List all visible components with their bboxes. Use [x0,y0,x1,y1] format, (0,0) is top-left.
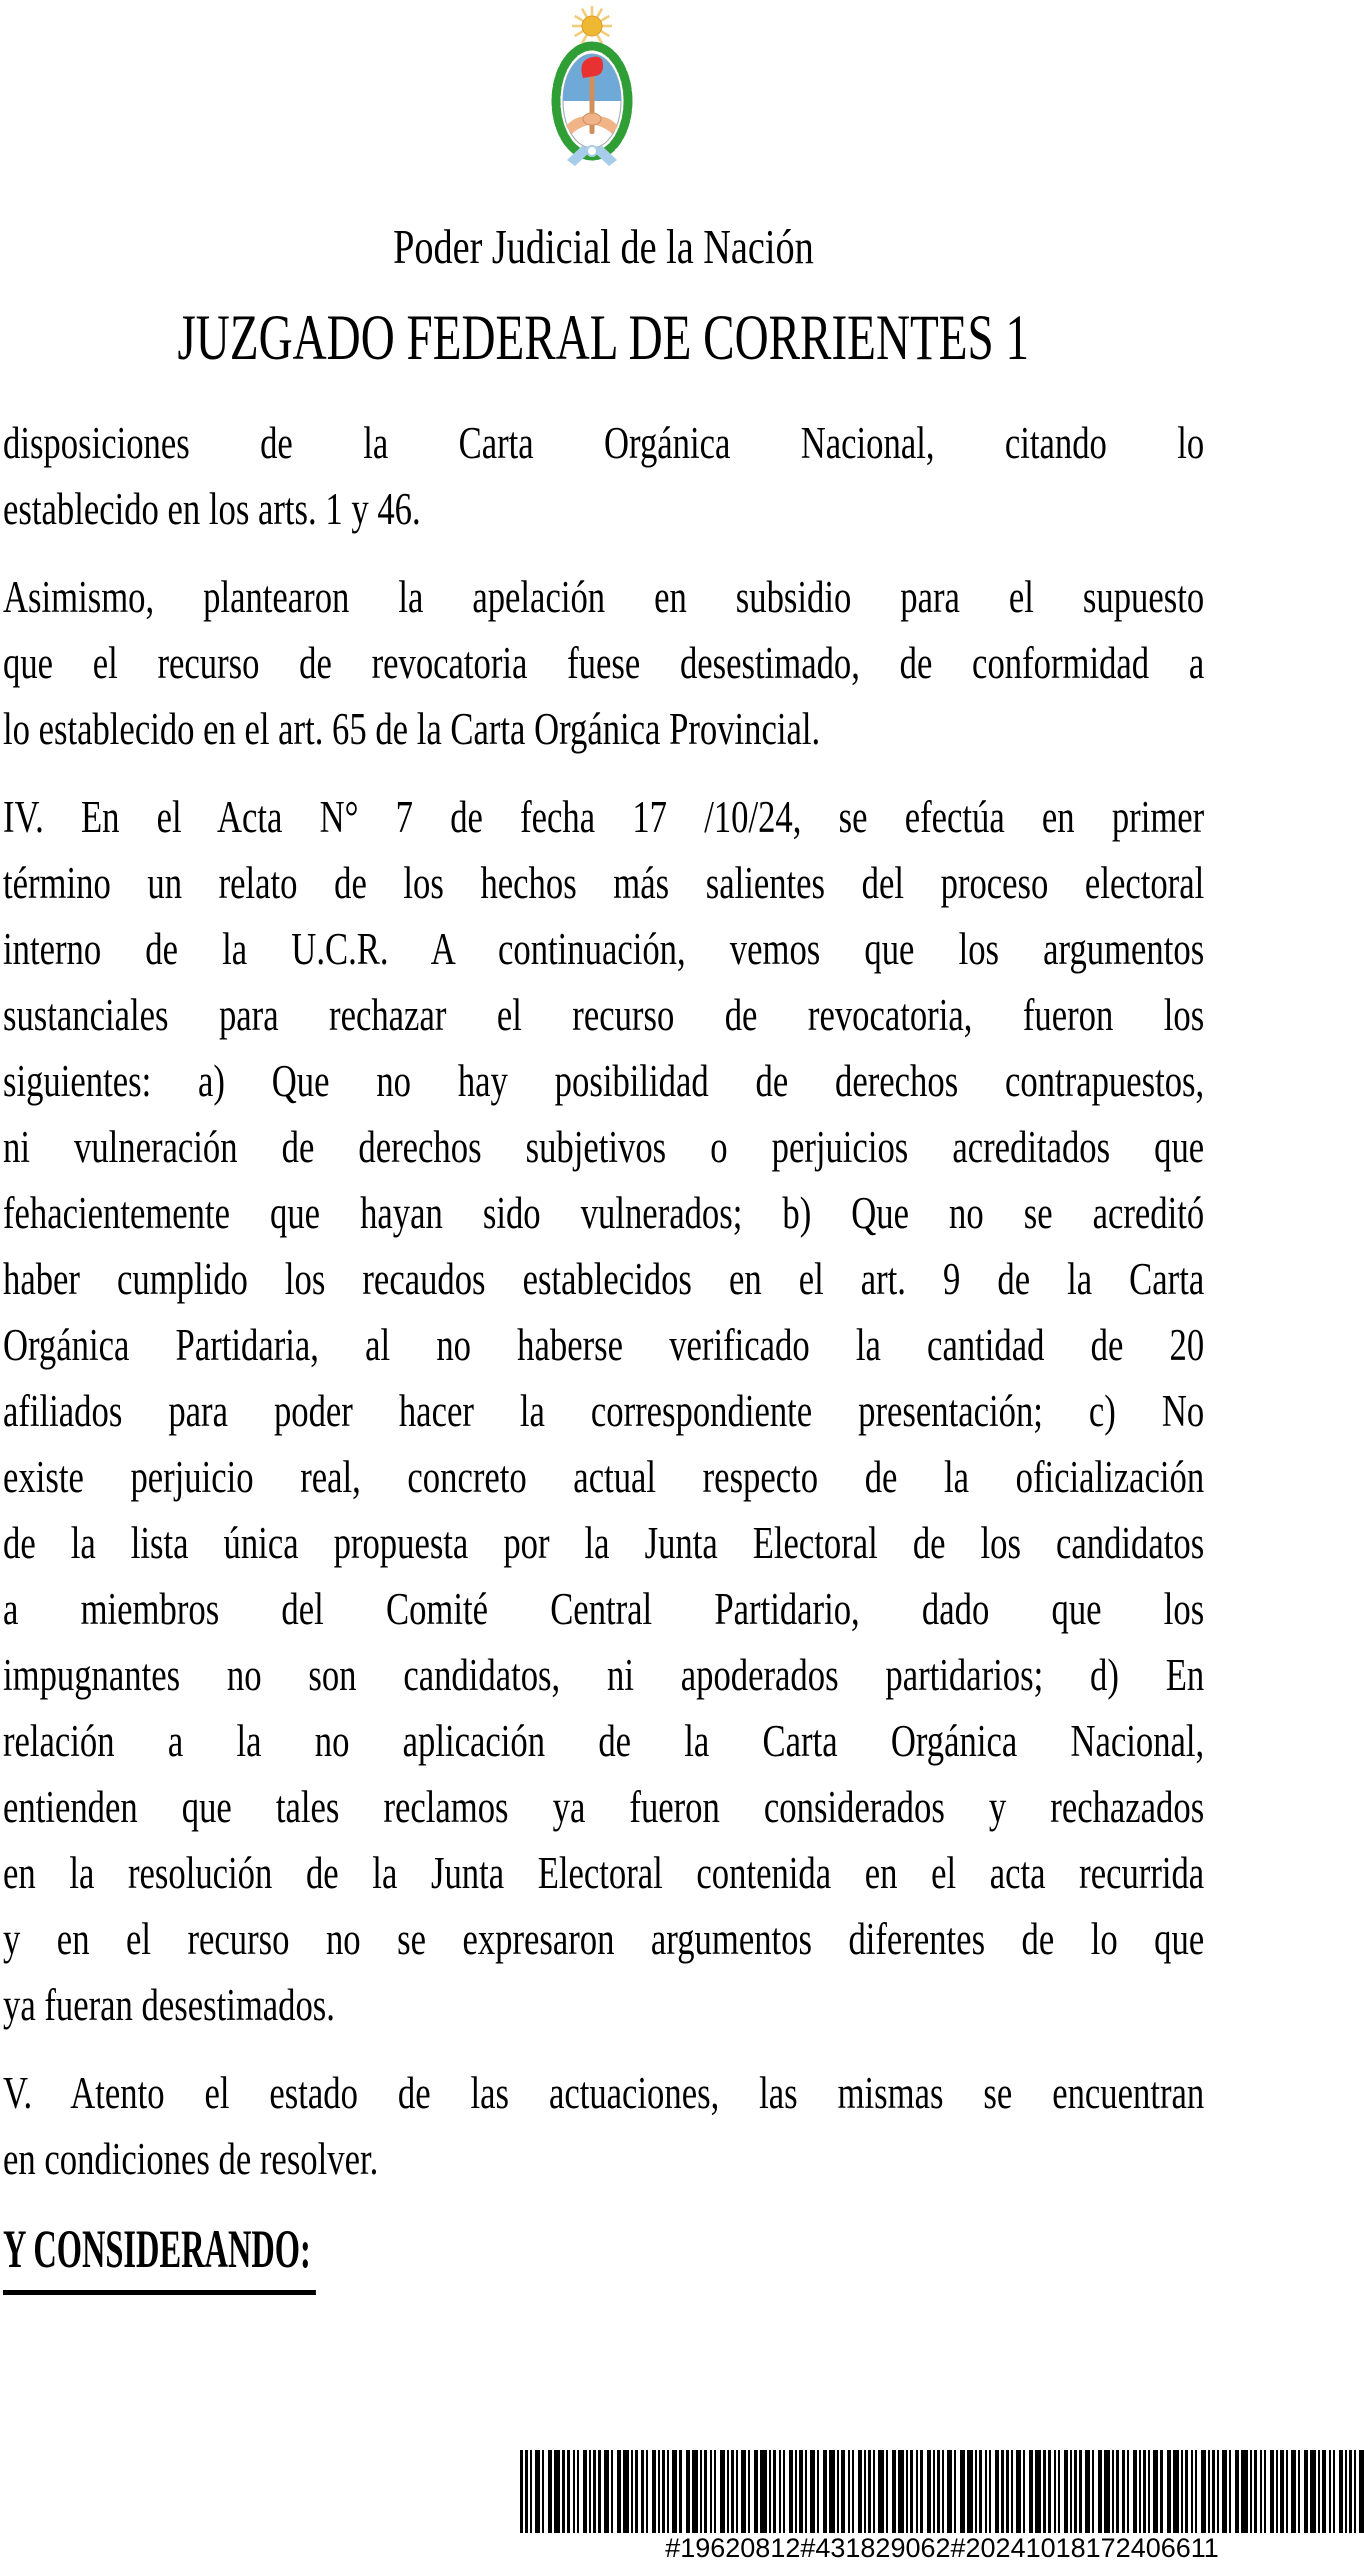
barcode-text: #19620812#431829062#20241018172406611 [665,2533,1219,2560]
barcode-bar [520,2450,523,2533]
text-line: establecido en los arts. 1 y 46. [3,484,421,534]
barcode-bar [1074,2450,1077,2533]
barcode-bar [542,2450,544,2533]
text-line: haber cumplido los recaudos establecidos en el art. 9 de la Carta [3,1254,1205,1304]
barcode-bar [1181,2450,1183,2533]
barcode-bar [641,2450,644,2533]
barcode-bar [985,2450,987,2533]
barcode-bar [598,2450,601,2533]
paragraph [3,410,1204,542]
barcode-bar [947,2450,952,2533]
barcode-bar [604,2450,609,2533]
barcode-bar [1085,2450,1090,2533]
barcode-bar [873,2450,875,2533]
barcode-bar [577,2450,579,2533]
barcode-bar [617,2450,621,2533]
barcode-bar [868,2450,871,2533]
barcode-bar [704,2450,707,2533]
barcode-bar [942,2450,944,2533]
barcode-bar [878,2450,884,2533]
text-line: que el recurso de revocatoria fuese desestimado, de conformidad a [3,638,1205,688]
barcode-bar [1043,2450,1046,2533]
barcode-bar [1322,2450,1326,2533]
barcode-bar [1250,2450,1252,2533]
barcode-bar [672,2450,677,2533]
barcode-bar [720,2450,725,2533]
barcode-bar [1241,2450,1248,2533]
barcode-bar [1254,2450,1257,2533]
barcode-bar [783,2450,785,2533]
barcode-bar [799,2450,803,2533]
barcode-bar [1208,2450,1210,2533]
considerando-heading-text: Y CONSIDERANDO: [3,2214,316,2295]
text-line: sustanciales para rechazar el recurso de revocatoria, fueron los [3,990,1205,1040]
barcode-bar [1122,2450,1125,2533]
barcode-bar [736,2450,738,2533]
barcode-bar [779,2450,781,2533]
barcode-bar [829,2450,835,2533]
barcode-bar [886,2450,888,2533]
barcode-bar [1235,2450,1239,2533]
barcode-bar [1229,2450,1231,2533]
barcode-bar [652,2450,656,2533]
paragraph [3,2060,1204,2192]
clasped-hands [583,113,601,125]
barcode-bar [554,2450,560,2533]
barcode-bar [548,2450,552,2533]
barcode-bar [1276,2450,1278,2533]
barcode-bar [1280,2450,1284,2533]
barcode-bar [995,2450,999,2533]
barcode-bar [1212,2450,1215,2533]
document-body [3,410,1364,2306]
barcode-bar [1160,2450,1163,2533]
barcode-bar [1104,2450,1110,2533]
considerando-section [3,2214,1204,2284]
barcode-bar [837,2450,839,2533]
paragraph [3,784,1204,2038]
barcode-bar [1079,2450,1082,2533]
barcode-bar [530,2450,532,2533]
court-title [3,300,1203,376]
text-line: de la lista única propuesta por la Junta Electoral de los candidatos [3,1518,1205,1568]
text-line: entienden que tales reclamos ya fueron considerados y rechazados [3,1782,1205,1832]
barcode-bar [898,2450,904,2533]
barcode-bar [714,2450,716,2533]
barcode-bar [631,2450,633,2533]
ribbon-knot [587,146,597,156]
barcode-bar [731,2450,734,2533]
barcode-bar [593,2450,596,2533]
barcode-bar [1058,2450,1060,2533]
barcode-bar [686,2450,690,2533]
text-line: ni vulneración de derechos subjetivos o perjuicios acreditados que [3,1122,1205,1172]
barcode-bar [817,2450,819,2533]
barcode-bar [954,2450,956,2533]
barcode-bar [1139,2450,1141,2533]
court-title-text: JUZGADO FEDERAL DE CORRIENTES 1 [177,302,1029,374]
barcode-bar [1270,2450,1274,2533]
text-line: impugnantes no son candidatos, ni apoderados partidarios; d) En [3,1650,1205,1700]
text-line: IV. En el Acta N° 7 de fecha 17 /10/24, se efectúa en primer [3,792,1205,842]
barcode-bar [1298,2450,1300,2533]
barcode-bar [1304,2450,1308,2533]
sun-icon [582,16,602,36]
barcode-bar [748,2450,750,2533]
barcode-bar [646,2450,648,2533]
barcode-bar [1345,2450,1347,2533]
text-line: existe perjuicio real, concreto actual respecto de la oficialización [3,1452,1205,1502]
barcode-bar [933,2450,935,2533]
barcode-bar [805,2450,807,2533]
barcode-bar [789,2450,793,2533]
barcode-bar [1264,2450,1266,2533]
barcode-bar [1016,2450,1021,2533]
barcode-bar [662,2450,665,2533]
paragraph [3,564,1204,762]
barcode-bar [1329,2450,1331,2533]
text-line: siguientes: a) Que no hay posibilidad de derechos contrapuestos, [3,1056,1205,1106]
barcode-bar [1023,2450,1025,2533]
barcode-bar [960,2450,965,2533]
barcode-bar [1001,2450,1004,2533]
barcode-bar [1070,2450,1072,2533]
barcode-bar [658,2450,660,2533]
barcode-bar [1011,2450,1013,2533]
text-line: V. Atento el estado de las actuaciones, las mismas se encuentran [3,2068,1205,2118]
text-line: fehacientemente que hayan sido vulnerados; b) Que no se acreditó [3,1188,1205,1238]
barcode-bar [1092,2450,1094,2533]
text-line: relación a la no aplicación de la Carta Orgánica Nacional, [3,1716,1205,1766]
barcode-bar [1153,2450,1158,2533]
barcode-bar [858,2450,862,2533]
barcode-bar [679,2450,682,2533]
barcode-bar [769,2450,771,2533]
barcode-bar [611,2450,613,2533]
barcode-bar [1354,2450,1356,2533]
barcode-bar [1222,2450,1227,2533]
barcode-bar [525,2450,528,2533]
text-line: interno de la U.C.R. A continuación, vemos que los argumentos [3,924,1205,974]
barcode-bar [1148,2450,1150,2533]
barcode-bar [916,2450,918,2533]
barcode-bar [841,2450,845,2533]
barcode-bar [635,2450,638,2533]
barcode-bar [810,2450,815,2533]
barcode-bar [1191,2450,1193,2533]
barcode-bar [1029,2450,1033,2533]
barcode-bar [975,2450,977,2533]
barcode-bar [1173,2450,1179,2533]
text-line: ya fueran desestimados. [3,1980,335,2030]
barcode-bar [1195,2450,1197,2533]
barcode-bar [1048,2450,1051,2533]
barcode-bar [848,2450,850,2533]
barcode-bar [754,2450,758,2533]
barcode-bar [937,2450,940,2533]
barcode-bar [1359,2450,1364,2533]
institution-title-text: Poder Judicial de la Nación [392,220,814,274]
barcode-bar [927,2450,931,2533]
barcode-bar [979,2450,982,2533]
barcode-bar [710,2450,712,2533]
text-line: en condiciones de resolver. [3,2134,379,2184]
barcode-bar [1035,2450,1041,2533]
barcode-bar [1349,2450,1352,2533]
barcode-bar [1167,2450,1171,2533]
text-line: en la resolución de la Junta Electoral contenida en el acta recurrida [3,1848,1205,1898]
text-line: y en el recurso no se expresaron argumentos diferentes de lo que [3,1914,1205,1964]
barcode-bar [692,2450,698,2533]
text-line: a miembros del Comité Central Partidario, dado que los [3,1584,1205,1634]
barcode-bar [1098,2450,1102,2533]
barcode-bar [906,2450,908,2533]
barcode-bar [967,2450,973,2533]
text-line: término un relato de los hechos más salientes del proceso electoral [3,858,1205,908]
barcode-bar [864,2450,866,2533]
barcode-bar [1291,2450,1296,2533]
barcode [520,2450,1364,2560]
text-line: Asimismo, plantearon la apelación en subsidio para el supuesto [3,572,1205,622]
barcode-bar [910,2450,913,2533]
barcode-bar [1064,2450,1068,2533]
considerando-heading [3,2214,1204,2284]
text-line: Orgánica Partidaria, al no haberse verificado la cantidad de 20 [3,1320,1205,1370]
barcode-bar [1143,2450,1146,2533]
barcode-bar [760,2450,767,2533]
barcode-bar [1116,2450,1119,2533]
barcode-bar [1339,2450,1343,2533]
barcode-bar [667,2450,669,2533]
barcode-bar [1054,2450,1056,2533]
barcode-bar [795,2450,797,2533]
barcode-bar [1286,2450,1288,2533]
barcode-bar [727,2450,729,2533]
barcode-bar [573,2450,575,2533]
barcode-bar [567,2450,570,2533]
barcode-bar [1260,2450,1262,2533]
barcode-bar [920,2450,923,2533]
text-line: lo establecido en el art. 65 de la Carta Orgánica Provincial. [3,704,821,754]
institution-title [3,214,1203,280]
text-line: afiliados para poder hacer la correspondiente presentación; c) No [3,1386,1205,1436]
barcode-bar [583,2450,587,2533]
barcode-bar [1333,2450,1335,2533]
barcode-bar [589,2450,591,2533]
barcode-bars [520,2450,1364,2533]
barcode-bar [535,2450,540,2533]
barcode-bar [1201,2450,1206,2533]
barcode-bar [1310,2450,1316,2533]
coat-of-arms-argentina-icon [533,2,651,174]
barcode-bar [989,2450,991,2533]
barcode-bar [741,2450,746,2533]
barcode-bar [1217,2450,1219,2533]
barcode-bar [623,2450,629,2533]
barcode-bar [1185,2450,1188,2533]
barcode-bar [773,2450,776,2533]
barcode-bar [892,2450,896,2533]
barcode-bar [1006,2450,1009,2533]
barcode-bar [1127,2450,1129,2533]
barcode-bar [1112,2450,1114,2533]
barcode-bar [823,2450,827,2533]
barcode-bar [852,2450,854,2533]
barcode-bar [1133,2450,1137,2533]
barcode-bar [700,2450,702,2533]
text-line: disposiciones de la Carta Orgánica Nacional, citando lo [3,418,1205,468]
barcode-bar [1318,2450,1320,2533]
barcode-bar [562,2450,565,2533]
